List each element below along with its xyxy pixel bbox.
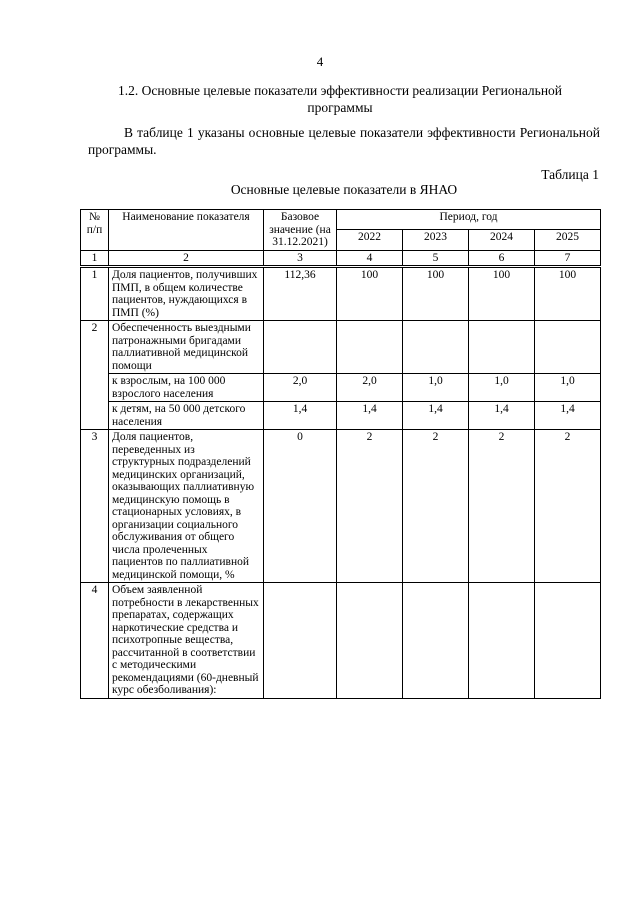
row-value <box>403 583 469 699</box>
row-num: 2 <box>81 321 109 430</box>
row-value: 2 <box>469 430 535 583</box>
row-name: к взрослым, на 100 000 взрослого населения <box>109 374 264 402</box>
header-year: 2023 <box>403 230 469 250</box>
header-row <box>81 210 601 230</box>
row-value: 1,4 <box>403 402 469 430</box>
table-row <box>81 430 601 583</box>
column-number: 6 <box>469 250 535 267</box>
row-num: 1 <box>81 267 109 321</box>
row-value: 2,0 <box>337 374 403 402</box>
row-value <box>535 321 601 374</box>
row-value: 1,4 <box>469 402 535 430</box>
row-value <box>469 321 535 374</box>
column-number: 4 <box>337 250 403 267</box>
header-name: Наименование показателя <box>109 210 264 251</box>
row-value: 2 <box>337 430 403 583</box>
row-base <box>264 583 337 699</box>
table-label: Таблица 1 <box>541 167 599 182</box>
row-name: Объем заявленной потребности в лекарственных препаратах, содержащих наркотические средства и психотропные вещества, рассчитанной в соответствии с методическими рекомендациями (60-дневный курс обезболивания): <box>109 583 264 699</box>
header-year: 2025 <box>535 230 601 250</box>
table-row <box>81 374 601 402</box>
row-value: 100 <box>535 267 601 321</box>
header-period: Период, год <box>337 210 601 230</box>
column-number: 3 <box>264 250 337 267</box>
row-value: 2 <box>535 430 601 583</box>
row-num: 3 <box>81 430 109 583</box>
row-value: 1,0 <box>469 374 535 402</box>
row-value <box>337 583 403 699</box>
row-value: 1,4 <box>337 402 403 430</box>
row-base: 0 <box>264 430 337 583</box>
row-name: Доля пациентов, переведенных из структурных подразделений медицинских организаций, оказывающих паллиативную медицинскую помощь в стационарных условиях, в организации социального обслуживания от общего числа пролеченных пациентов по паллиативной медицинской помощи, % <box>109 430 264 583</box>
row-value: 100 <box>337 267 403 321</box>
row-value <box>469 583 535 699</box>
table-title: Основные целевые показатели в ЯНАО <box>230 182 458 197</box>
table-row <box>81 321 601 374</box>
header-num: № п/п <box>81 210 109 251</box>
intro-paragraph: В таблице 1 указаны основные целевые показатели эффективности Региональной программы. <box>88 125 600 157</box>
table-row <box>81 267 601 321</box>
row-base: 2,0 <box>264 374 337 402</box>
row-value <box>337 321 403 374</box>
row-base: 1,4 <box>264 402 337 430</box>
row-base: 112,36 <box>264 267 337 321</box>
column-number-row <box>81 250 601 267</box>
row-value: 1,4 <box>535 402 601 430</box>
row-name: Обеспеченность выездными патронажными бригадами паллиативной медицинской помощи <box>109 321 264 374</box>
row-value: 100 <box>403 267 469 321</box>
column-number: 7 <box>535 250 601 267</box>
row-num: 4 <box>81 583 109 699</box>
section-title: 1.2. Основные целевые показатели эффективности реализации Региональной программы <box>117 83 563 115</box>
row-name: к детям, на 50 000 детского населения <box>109 402 264 430</box>
header-base: Базовое значение (на 31.12.2021) <box>264 210 337 251</box>
row-value <box>535 583 601 699</box>
row-name: Доля пациентов, получивших ПМП, в общем количестве пациентов, нуждающихся в ПМП (%) <box>109 267 264 321</box>
table-row <box>81 583 601 699</box>
table-row <box>81 402 601 430</box>
row-value: 2 <box>403 430 469 583</box>
column-number: 2 <box>109 250 264 267</box>
header-year: 2022 <box>337 230 403 250</box>
row-value: 1,0 <box>403 374 469 402</box>
row-value: 100 <box>469 267 535 321</box>
page-number: 4 <box>316 54 324 69</box>
column-number: 1 <box>81 250 109 267</box>
column-number: 5 <box>403 250 469 267</box>
row-value <box>403 321 469 374</box>
row-value: 1,0 <box>535 374 601 402</box>
indicators-table <box>80 209 601 699</box>
header-year: 2024 <box>469 230 535 250</box>
row-base <box>264 321 337 374</box>
